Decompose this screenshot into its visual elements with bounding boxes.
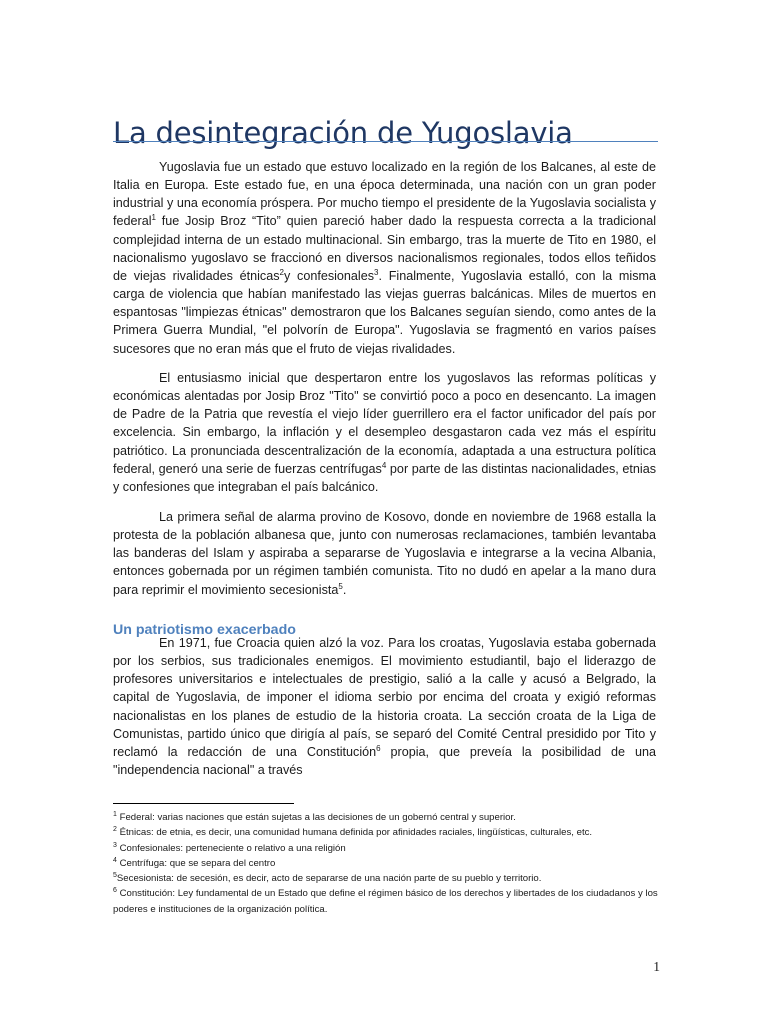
footnote-item — [113, 871, 658, 886]
paragraph-4-text-b: propia, que preveía la posibilidad de una "independencia nacional" a través — [113, 744, 656, 778]
footnote-ref-6[interactable]: 6 — [376, 743, 381, 753]
paragraph-4 — [113, 634, 656, 779]
footnote-item — [113, 825, 658, 840]
footnote-item — [113, 841, 658, 856]
footnote-ref-2[interactable]: 2 — [279, 267, 284, 277]
paragraph-3 — [113, 508, 656, 599]
footnote-number: 5 — [113, 872, 117, 880]
footnote-item — [113, 856, 658, 871]
footnote-number: 1 — [113, 811, 117, 818]
paragraph-1-text-a: Yugoslavia fue un estado que estuvo localizado en la región de los Balcanes, al este de Italia en Europa. Este estado fue, en una época determinada, una nación con un gran poder industrial y una economía próspera. Por mucho tiempo el presidente de la Yugoslavia socialista y federal — [113, 160, 656, 229]
footnote-number: 4 — [113, 856, 117, 864]
footnote-ref-4[interactable]: 4 — [381, 460, 387, 470]
footnote-ref-5[interactable]: 5 — [338, 581, 343, 591]
footnote-item — [113, 810, 658, 825]
paragraph-3-text-b: . — [342, 582, 347, 597]
footnote-ref-3[interactable]: 3 — [374, 267, 379, 277]
paragraph-1-text-c: y confesionales — [283, 268, 375, 283]
footnote-item — [113, 886, 658, 917]
paragraph-3-text-a: La primera señal de alarma provino de Kosovo, donde en noviembre de 1968 estalla la protesta de la población albanesa que, junto con numerosas reclamaciones, también levantaba las banderas del Islam y aspiraba a separarse de Yugoslavia e integrarse a la vecina Albania, entonces gobernada por un régimen también comunista. Tito no dudó en apelar a la mano dura para reprimir el movimiento secesionista — [113, 510, 656, 597]
paragraph-1-text-b: fue Josip Broz “Tito” quien pareció haber dado la respuesta correcta a la tradicional complejidad interna de un estado multinacional. Sin embargo, tras la muerte de Tito en 1980, el nacionalismo yugoslavo se fraccionó en diversos nacionalismos regionales, todos ellos teñidos de viejas rivalidades étnicas — [113, 214, 656, 283]
paragraph-1-text-d: . Finalmente, Yugoslavia estalló, con la misma carga de violencia que habían manifestado las viejas guerras balcánicas. Miles de muertos en espantosas "limpiezas étnicas" demostraron que los Balcanes seguían siendo, como antes de la Primera Guerra Mundial, "el polvorín de Europa". Yugoslavia se fragmentó en varios países sucesores que no eran más que el fruto de viejas rivalidades. — [113, 268, 657, 356]
footnote-ref-1[interactable]: 1 — [151, 213, 156, 223]
footnotes-list — [113, 810, 658, 917]
footnote-text: Centrífuga: que se separa del centro — [119, 857, 276, 869]
footnote-number: 6 — [113, 887, 117, 895]
footnote-text: Étnicas: de etnia, es decir, una comunidad humana definida por afinidades raciales, lingüísticas, culturales, etc. — [119, 827, 593, 839]
section-heading: Un patriotismo exacerbado — [113, 621, 296, 638]
footnote-number: 3 — [113, 841, 117, 849]
page-number: 1 — [653, 959, 660, 974]
paragraph-2-text-a: El entusiasmo inicial que despertaron entre los yugoslavos las reformas políticas y económicas alentadas por Josip Broz "Tito" se convirtió poco a poco en desencanto. La imagen de Padre de la Patria que revestía el viejo líder guerrillero era el factor unificador del país por excelencia. Sin embargo, la inflación y el desempleo desgastaron cada vez más el espíritu patriótico. La pronunciada descentralización de la economía, adaptada a una estructura política federal, generó una serie de fuerzas centrífugas — [113, 371, 656, 476]
paragraph-2 — [113, 369, 656, 496]
document-title: La desintegración de Yugoslavia — [113, 116, 573, 151]
paragraph-1 — [113, 158, 656, 358]
footnote-text: Constitución: Ley fundamental de un Estado que define el régimen básico de los derechos y libertades de los ciudadanos y los poderes e instituciones de la organización política. — [113, 888, 658, 915]
footnote-text: Secesionista: de secesión, es decir, acto de separarse de una nación parte de su pueblo y territorio. — [116, 873, 542, 885]
paragraph-4-text-a: En 1971, fue Croacia quien alzó la voz. Para los croatas, Yugoslavia estaba gobernada por los serbios, sus tradicionales enemigos. El movimiento estudiantil, bajo el liderazgo de profesores universitarios e intelectuales de prestigio, salió a la calle y acusó a Belgrado, la capital de Yugoslavia, de imponer el idioma serbio por encima del croata y exigió reformas nacionalistas en los planes de estudio de la historia croata. La sección croata de la Liga de Comunistas, partido único que dirigía al país, se separó del Comité Central presidido por Tito y reclamó la redacción de una Constitución — [113, 636, 656, 759]
footnote-text: Confesionales: perteneciente o relativo a una religión — [119, 842, 346, 854]
title-underline — [113, 141, 658, 142]
footnote-text: Federal: varias naciones que están sujetas a las decisiones de un gobernó central y superior. — [119, 812, 516, 823]
paragraph-2-text-b: por parte de las distintas nacionalidades, etnias y confesiones que integraban el país balcánico. — [113, 461, 656, 494]
footnote-separator — [113, 803, 294, 804]
footnote-number: 2 — [113, 826, 117, 834]
